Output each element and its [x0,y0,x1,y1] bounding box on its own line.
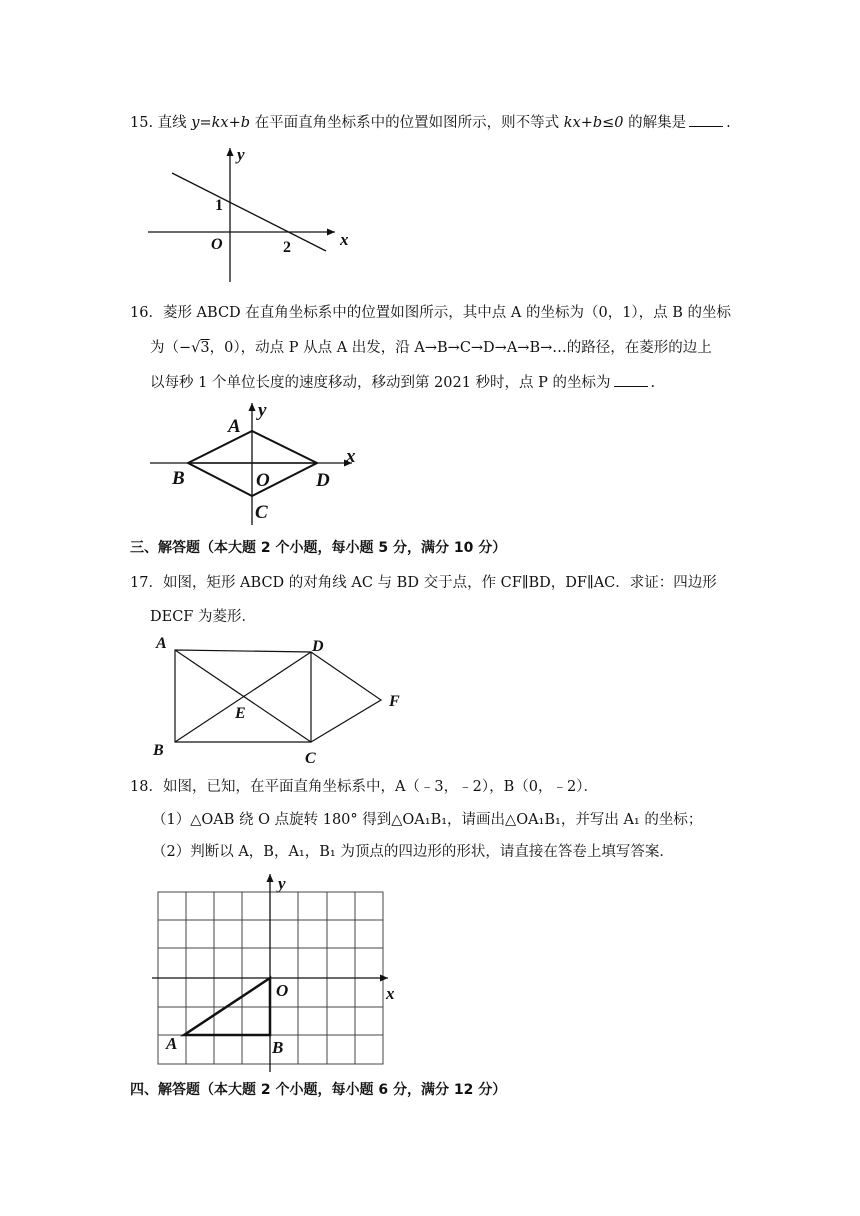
q17-line2: DECF 为菱形． [150,609,256,625]
q18-label-A: A [166,1034,178,1053]
q17-label-C: C [305,750,316,767]
section-3-heading: 三、解答题（本大题 2 个小题，每小题 5 分，满分 10 分） [130,540,507,556]
q16-line2: 为（−√3，0），动点 P 从点 A 出发，沿 A→B→C→D→A→B→…的路径，在菱形的边上 [150,340,712,356]
q16-label-x: x [346,446,356,467]
q16-label-A: A [228,416,241,437]
q17-line1: 17．如图，矩形 ABCD 的对角线 AC 与 BD 交于点，作 CF∥BD，DF∥AC．求证：四边形 [130,575,717,591]
q16-label-y: y [258,400,267,421]
q17-label-A: A [156,635,167,652]
q17-label-D: D [312,638,324,655]
q15-text: 15. 直线 y=kx+b 在平面直角坐标系中的位置如图所示，则不等式 kx+b≤0 的解集是 . [130,115,731,131]
q17-label-F: F [389,693,400,710]
q16-label-O: O [256,470,270,491]
q15-origin-label: O [211,236,223,253]
q18-label-x: x [386,984,395,1003]
q18-label-O: O [276,981,289,1000]
q17-label-E: E [235,705,246,722]
q18-part2: （2）判断以 A，B，A₁，B₁ 为顶点的四边形的形状，请直接在答卷上填写答案． [152,844,674,860]
q16-line1: 16．菱形 ABCD 在直角坐标系中的位置如图所示，其中点 A 的坐标为（0，1），点 B 的坐标 [130,305,732,321]
q16-label-D: D [316,470,330,491]
q15-y-intercept-label: 1 [215,197,223,214]
q16-label-C: C [255,502,268,523]
q15-y-label: y [237,145,245,164]
section-4-heading: 四、解答题（本大题 2 个小题，每小题 6 分，满分 12 分） [130,1082,507,1098]
q17-label-B: B [153,742,164,759]
q16-line3: 以每秒 1 个单位长度的速度移动，移动到第 2021 秒时，点 P 的坐标为 . [150,375,656,391]
q18-label-y: y [278,874,286,893]
q18-label-B: B [272,1038,284,1057]
q18-line1: 18．如图，已知，在平面直角坐标系中，A（﹣3，﹣2），B（0，﹣2）． [130,779,598,795]
q15-x-intercept-label: 2 [283,239,291,256]
q18-part1: （1）△OAB 绕 O 点旋转 180° 得到△OA₁B₁，请画出△OA₁B₁，并写出 A₁ 的坐标； [152,812,703,828]
q16-label-B: B [172,468,185,489]
q15-x-label: x [340,230,349,249]
